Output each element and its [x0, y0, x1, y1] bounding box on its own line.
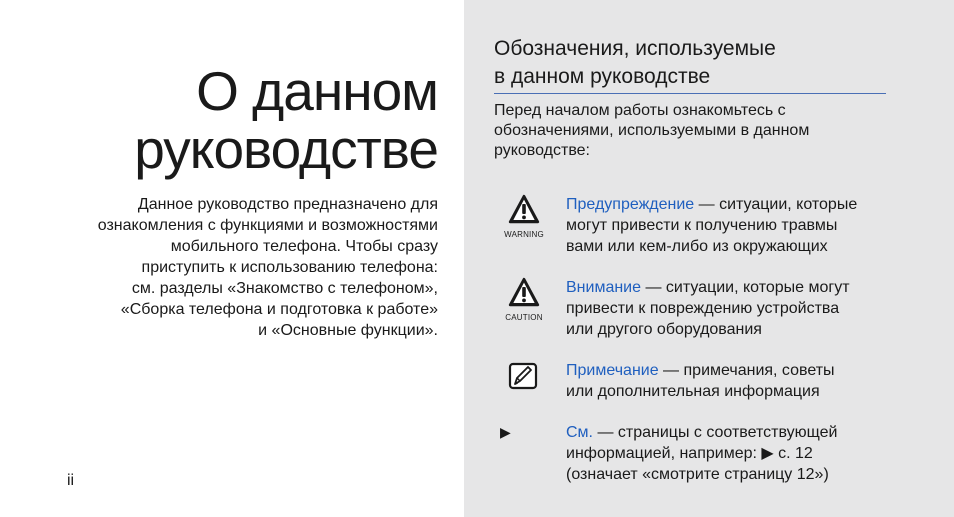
legend-text-first: — страницы с соответствующей [593, 424, 838, 441]
left-page [0, 0, 464, 517]
page-title-line-2: руководстве [134, 118, 438, 180]
intro-line: Данное руководство предназначено для [137, 196, 438, 213]
legend-text-see [566, 422, 886, 485]
page-title-line-1: О данном [196, 60, 438, 122]
keyword-warning: Предупреждение [566, 196, 695, 213]
legend-text-line: информацией, например: ▶ с. 12 [566, 445, 813, 462]
warning-triangle-icon [494, 194, 554, 239]
keyword-caution: Внимание [566, 279, 642, 296]
intro-paragraph [58, 194, 438, 341]
caution-triangle-graphic [494, 277, 554, 307]
intro-line: «Сборка телефона и подготовка к работе» [120, 301, 438, 318]
intro-line: мобильного телефона. Чтобы сразу [170, 238, 438, 255]
note-pencil-icon [494, 360, 554, 397]
lead-line: руководстве: [494, 142, 590, 159]
section-title-line-1: Обозначения, используемые [494, 37, 776, 60]
right-page [464, 0, 954, 517]
page-number: ii [67, 472, 75, 489]
section-title [494, 35, 776, 91]
legend-text-note [566, 360, 886, 402]
intro-line: см. разделы «Знакомство с телефоном», [131, 280, 438, 297]
caution-triangle-icon [494, 277, 554, 322]
legend-text-line: привести к повреждению устройства [566, 300, 840, 317]
keyword-see: См. [566, 424, 593, 441]
keyword-note: Примечание [566, 362, 659, 379]
intro-line: и «Основные функции». [258, 322, 438, 339]
lead-line: обозначениями, используемыми в данном [494, 122, 810, 139]
section-divider [494, 93, 886, 94]
note-pencil-graphic [494, 360, 554, 392]
legend-text-first: — ситуации, которые [694, 196, 858, 213]
warning-triangle-graphic [494, 194, 554, 224]
legend-text-line: или другого оборудования [566, 321, 762, 338]
arrow-right-glyph: ▶ [500, 424, 511, 440]
caution-icon-label: CAUTION [505, 313, 543, 322]
lead-paragraph [494, 101, 894, 161]
legend-text-line: или дополнительная информация [566, 383, 820, 400]
intro-line: ознакомления с функциями и возможностями [97, 217, 438, 234]
legend-text-caution [566, 277, 886, 340]
legend-text-line: могут привести к получению травмы [566, 217, 838, 234]
legend-text-first: — примечания, советы [658, 362, 835, 379]
page-title [134, 62, 438, 178]
legend-text-line: вами или кем-либо из окружающих [566, 238, 828, 255]
legend-text-line: (означает «смотрите страницу 12») [566, 466, 829, 483]
intro-line: приступить к использованию телефона: [141, 259, 438, 276]
warning-icon-label: WARNING [504, 230, 544, 239]
legend-text-warning [566, 194, 886, 257]
lead-line: Перед началом работы ознакомьтесь с [494, 102, 786, 119]
section-title-line-2: в данном руководстве [494, 65, 711, 88]
legend-text-first: — ситуации, которые могут [641, 279, 850, 296]
